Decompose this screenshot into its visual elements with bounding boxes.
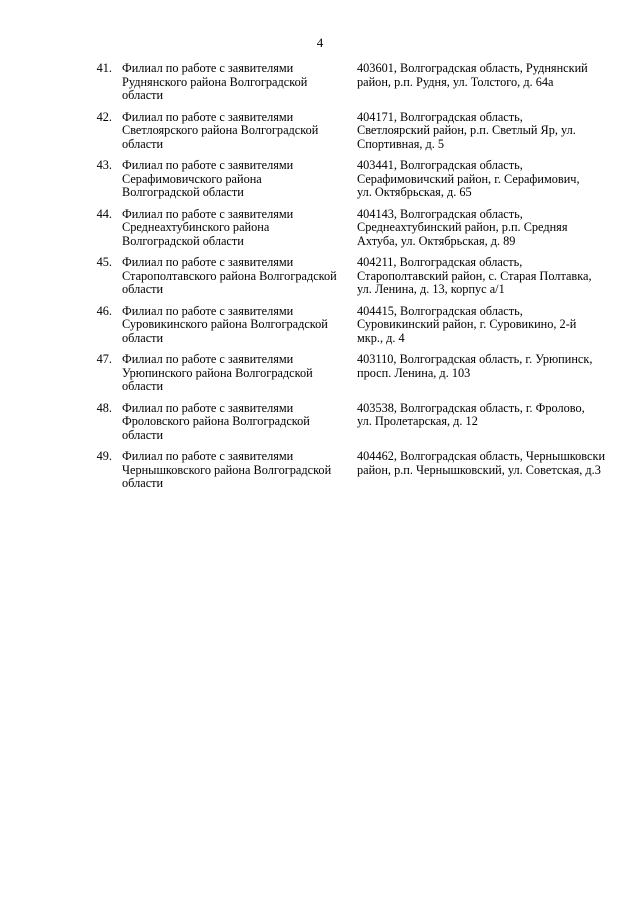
address-line: 403110, Волгоградская область, г. Урюпинск, — [357, 352, 593, 366]
branch-name-line: области — [122, 427, 164, 442]
row-number: 49. — [96, 449, 112, 463]
address-line: ул. Ленина, д. 13, корпус а/1 — [357, 282, 505, 297]
row-number: 47. — [96, 352, 112, 366]
branch-name-line: Фроловского района Волгоградской — [122, 414, 310, 429]
address-line: просп. Ленина, д. 103 — [357, 365, 471, 380]
branch-address — [357, 450, 637, 477]
branch-name-line: Волгоградской области — [122, 185, 244, 200]
branch-address — [357, 305, 637, 346]
address-line: 404171, Волгоградская область, — [357, 109, 523, 124]
branch-name-line: Светлоярского района Волгоградской — [122, 123, 319, 138]
address-line: 404143, Волгоградская область, — [357, 206, 523, 221]
branch-name-line: Суровикинского района Волгоградской — [122, 317, 328, 332]
address-line: ул. Октябрьская, д. 65 — [357, 185, 472, 200]
row-number: 41. — [96, 61, 112, 75]
address-line: 404415, Волгоградская область, — [357, 303, 523, 318]
address-line: 403538, Волгоградская область, г. Фролово, — [357, 400, 585, 415]
address-line: район, р.п. Чернышковский, ул. Советская, д.3 — [357, 462, 601, 477]
branch-name-line: Филиал по работе с заявителями — [122, 109, 294, 124]
branch-name-line: Филиал по работе с заявителями — [122, 400, 294, 415]
address-line: Старополтавский район, с. Старая Полтавка, — [357, 268, 592, 283]
row-number: 44. — [96, 206, 112, 221]
branch-name-line: Филиал по работе с заявителями — [122, 352, 294, 366]
branch-name — [122, 208, 356, 249]
list-item — [0, 208, 640, 257]
branch-name-line: Филиал по работе с заявителями — [122, 61, 294, 75]
branch-address — [357, 111, 637, 152]
address-line: Светлоярский район, р.п. Светлый Яр, ул. — [357, 123, 576, 138]
branch-name-line: области — [122, 136, 164, 151]
branch-name-line: Старополтавского района Волгоградской — [122, 268, 337, 283]
branch-address — [357, 353, 637, 380]
address-line: ул. Пролетарская, д. 12 — [357, 414, 478, 429]
branch-name — [122, 450, 356, 491]
branch-address — [357, 402, 637, 429]
branch-name-line: Филиал по работе с заявителями — [122, 206, 294, 221]
branch-name — [122, 402, 356, 443]
address-line: Ахтуба, ул. Октябрьская, д. 89 — [357, 233, 516, 248]
branch-name-line: Среднеахтубинского района — [122, 220, 270, 235]
branch-name-line: области — [122, 88, 164, 103]
branch-address — [357, 256, 637, 297]
branch-name-line: Волгоградской области — [122, 233, 244, 248]
branch-name-line: области — [122, 330, 164, 345]
branch-name — [122, 305, 356, 346]
row-number: 43. — [96, 158, 112, 172]
row-number: 45. — [96, 255, 112, 269]
address-line: 403441, Волгоградская область, — [357, 158, 523, 172]
branch-name-line: Филиал по работе с заявителями — [122, 158, 294, 172]
branch-name-line: Филиал по работе с заявителями — [122, 255, 294, 269]
list-item — [0, 305, 640, 354]
list-item — [0, 159, 640, 208]
branch-name — [122, 62, 356, 103]
branch-name — [122, 159, 356, 200]
list-item — [0, 353, 640, 402]
row-number: 42. — [96, 109, 112, 124]
branch-name — [122, 353, 356, 394]
branch-address — [357, 62, 637, 89]
row-number: 48. — [96, 400, 112, 415]
address-line: Суровикинский район, г. Суровикино, 2-й — [357, 317, 577, 332]
list-item — [0, 62, 640, 111]
branch-name-line: Филиал по работе с заявителями — [122, 449, 294, 463]
branch-name-line: Руднянского района Волгоградской — [122, 74, 308, 89]
branch-name — [122, 256, 356, 297]
list-item — [0, 450, 640, 499]
address-line: район, р.п. Рудня, ул. Толстого, д. 64а — [357, 74, 554, 89]
branch-name-line: Серафимовичского района — [122, 171, 262, 186]
list-item — [0, 402, 640, 451]
address-line: Среднеахтубинский район, р.п. Средняя — [357, 220, 568, 235]
branch-address — [357, 159, 637, 200]
address-line: 404211, Волгоградская область, — [357, 255, 523, 269]
branch-name-line: области — [122, 476, 164, 491]
address-line: мкр., д. 4 — [357, 330, 405, 345]
branch-name-line: Филиал по работе с заявителями — [122, 303, 294, 318]
address-line: Серафимовичский район, г. Серафимович, — [357, 171, 580, 186]
list-item — [0, 111, 640, 160]
branch-name-line: Урюпинского района Волгоградской — [122, 365, 313, 380]
branch-name — [122, 111, 356, 152]
list-item — [0, 256, 640, 305]
branch-address — [357, 208, 637, 249]
address-line: Спортивная, д. 5 — [357, 136, 445, 151]
branch-list — [0, 62, 640, 499]
address-line: 403601, Волгоградская область, Руднянский — [357, 61, 588, 75]
branch-name-line: области — [122, 282, 164, 297]
row-number: 46. — [96, 303, 112, 318]
page-number: 4 — [316, 35, 324, 50]
address-line: 404462, Волгоградская область, Чернышковски — [357, 449, 606, 463]
branch-name-line: области — [122, 379, 164, 394]
branch-name-line: Чернышковского района Волгоградской — [122, 462, 332, 477]
